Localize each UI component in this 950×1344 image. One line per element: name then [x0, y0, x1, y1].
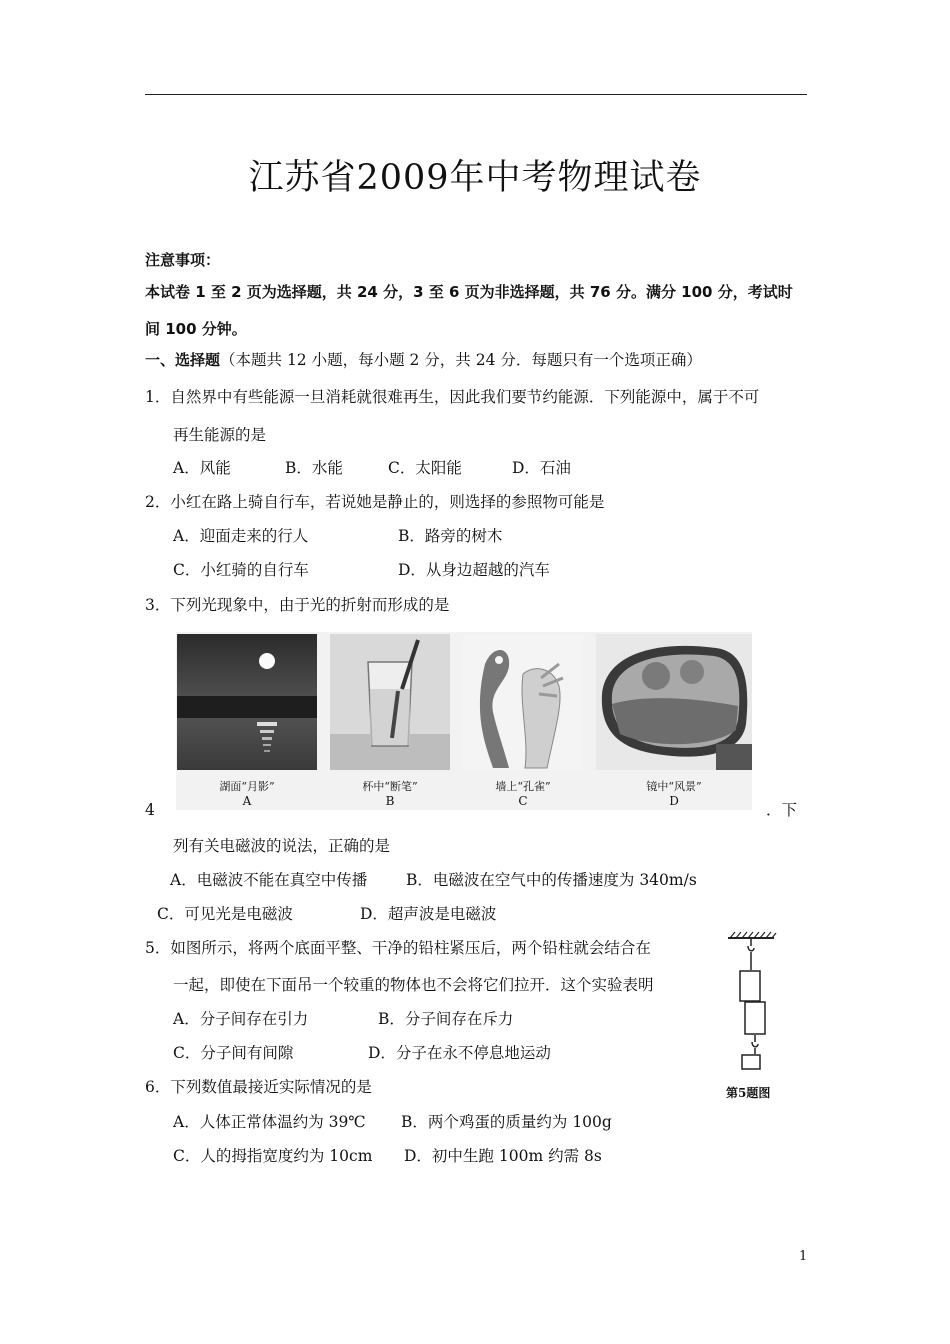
- q1-option-d: D．石油: [512, 459, 571, 477]
- q5-lead-cylinder-figure: [722, 930, 782, 1080]
- q3-caption-d: 镜中“风景”: [646, 780, 702, 793]
- q1-stem-line-2: 再生能源的是: [173, 426, 267, 444]
- header-rule: [145, 94, 807, 95]
- mirror-image: [596, 634, 752, 770]
- notes-line-2: 间 100 分钟。: [145, 320, 247, 338]
- q3-letter-c: C: [518, 794, 528, 808]
- q3-letter-b: B: [385, 794, 395, 808]
- q2-option-c: C．小红骑的自行车: [173, 561, 309, 579]
- q3-caption-c: 墙上“孔雀”: [495, 780, 551, 793]
- hand-shadow-image: [463, 634, 583, 770]
- glass-pencil-image: [330, 634, 450, 770]
- q5-option-a: A．分子间存在引力: [173, 1010, 309, 1028]
- q4-option-a: A．电磁波不能在真空中传播: [170, 871, 368, 889]
- q3-letter-a: A: [242, 794, 252, 808]
- q5-stem-line-2: 一起，即使在下面吊一个较重的物体也不会将它们拉开．这个实验表明: [173, 976, 654, 994]
- q5-stem-line-1: 5．如图所示，将两个底面平整、干净的铅柱紧压后，两个铅柱就会结合在: [145, 939, 651, 957]
- q4-stem-line-2: 列有关电磁波的说法，正确的是: [173, 837, 391, 855]
- q1-option-b: B．水能: [285, 459, 343, 477]
- q6-stem: 6．下列数值最接近实际情况的是: [145, 1078, 372, 1096]
- q5-option-c: C．分子间有间隙: [173, 1044, 294, 1062]
- q6-option-b: B．两个鸡蛋的质量约为 100g: [401, 1113, 612, 1131]
- notes-heading: 注意事项：: [145, 251, 221, 269]
- q5-option-b: B．分子间存在斥力: [378, 1010, 514, 1028]
- q4-option-d: D．超声波是电磁波: [360, 905, 497, 923]
- q6-option-a: A．人体正常体温约为 39℃: [173, 1113, 366, 1131]
- q2-option-d: D．从身边超越的汽车: [398, 561, 550, 579]
- q2-option-b: B．路旁的树木: [398, 527, 503, 545]
- q2-option-a: A．迎面走来的行人: [173, 527, 309, 545]
- page-number: 1: [799, 1249, 808, 1264]
- q3-caption-a: 湖面“月影”: [219, 780, 275, 793]
- q5-figure-caption: 第5题图: [726, 1086, 771, 1100]
- lake-moon-image: [177, 634, 317, 770]
- section-heading: [145, 350, 702, 370]
- q3-figure: [176, 632, 752, 810]
- section-desc: （本题共 12 小题，每小题 2 分，共 24 分．每题只有一个选项正确）: [220, 351, 702, 369]
- q1-stem-line-1: 1．自然界中有些能源一旦消耗就很难再生，因此我们要节约能源．下列能源中，属于不可: [145, 388, 760, 406]
- q2-stem: 2．小红在路上骑自行车，若说她是静止的，则选择的参照物可能是: [145, 493, 605, 511]
- q4-option-c: C．可见光是电磁波: [157, 905, 293, 923]
- q3-letter-d: D: [669, 794, 679, 808]
- q3-caption-b: 杯中“断笔”: [362, 780, 418, 793]
- q5-option-d: D．分子在永不停息地运动: [368, 1044, 551, 1062]
- q6-option-c: C．人的拇指宽度约为 10cm: [173, 1147, 373, 1165]
- notes-line-1: 本试卷 1 至 2 页为选择题，共 24 分，3 至 6 页为非选择题，共 76 分。满分 100 分，考试时: [145, 283, 793, 301]
- q3-stem: 3．下列光现象中，由于光的折射而形成的是: [145, 596, 450, 614]
- q1-option-c: C．太阳能: [388, 459, 462, 477]
- q4-number: 4: [145, 801, 155, 819]
- q6-option-d: D．初中生跑 100m 约需 8s: [404, 1147, 602, 1165]
- page-title: 江苏省2009年中考物理试卷: [248, 158, 702, 198]
- q4-option-b: B．电磁波在空气中的传播速度为 340m/s: [406, 871, 697, 889]
- section-label: 一、选择题: [145, 351, 221, 369]
- q4-stem-tail: ．下: [766, 801, 798, 819]
- q1-option-a: A．风能: [173, 459, 231, 477]
